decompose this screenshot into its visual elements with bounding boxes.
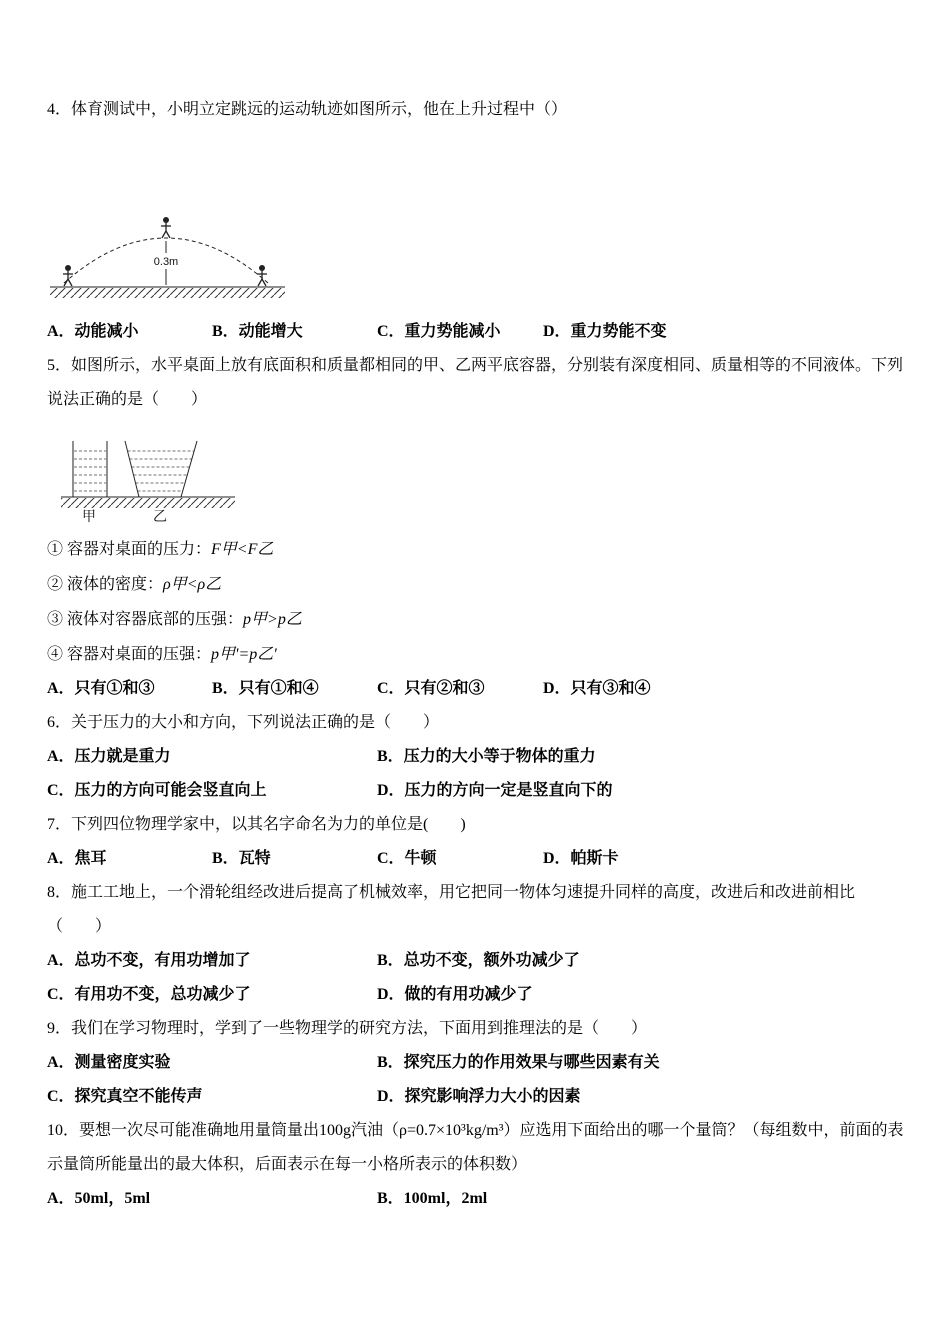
question-9-options-row-1 bbox=[47, 1046, 905, 1080]
q6-option-c: C．压力的方向可能会竖直向上 bbox=[47, 782, 267, 799]
q7-option-d: D．帕斯卡 bbox=[543, 850, 619, 867]
container-yi-label: 乙 bbox=[153, 510, 167, 525]
q7-option-c: C．牛顿 bbox=[377, 850, 437, 867]
question-6-options-row-2 bbox=[47, 774, 905, 808]
statement-text: ① 容器对桌面的压力： bbox=[47, 541, 212, 558]
q9-option-a: A．测量密度实验 bbox=[47, 1054, 171, 1071]
question-6 bbox=[47, 706, 905, 808]
question-4-stem: 4．体育测试中，小明立定跳远的运动轨迹如图所示，他在上升过程中（） bbox=[47, 101, 568, 118]
jump-trajectory-svg bbox=[50, 215, 285, 299]
containers-svg bbox=[55, 433, 255, 525]
q7-option-b: B．瓦特 bbox=[212, 850, 271, 867]
question-5-options bbox=[47, 672, 905, 706]
q10-option-b: B．100ml，2ml bbox=[377, 1190, 488, 1207]
question-9-options-row-2 bbox=[47, 1080, 905, 1114]
q8-option-c: C．有用功不变，总功减少了 bbox=[47, 986, 251, 1003]
statement-text: ③ 液体对容器底部的压强： bbox=[47, 611, 244, 628]
q5-option-b: B．只有①和④ bbox=[212, 680, 319, 697]
question-9-stem: 9．我们在学习物理时，学到了一些物理学的研究方法，下面用到推理法的是（ ） bbox=[47, 1020, 648, 1037]
question-8 bbox=[47, 876, 905, 1012]
question-7-options bbox=[47, 842, 905, 876]
q4-option-c: C．重力势能减小 bbox=[377, 323, 501, 340]
q9-option-c: C．探究真空不能传声 bbox=[47, 1088, 203, 1105]
containers-figure bbox=[55, 433, 905, 525]
statement-formula: F甲<F乙 bbox=[211, 541, 274, 558]
question-10 bbox=[47, 1114, 905, 1216]
q5-option-c: C．只有②和③ bbox=[377, 680, 485, 697]
table-hatching bbox=[61, 498, 235, 508]
q6-option-b: B．压力的大小等于物体的重力 bbox=[377, 748, 596, 765]
statement-formula: p甲'=p乙' bbox=[211, 646, 277, 663]
question-10-stem: 10．要想一次尽可能准确地用量筒量出100g汽油（ρ=0.7×10³kg/m³）应选用下面给出的哪一个量筒？（每组数中，前面的表示量筒所能量出的最大体积，后面表示在每一小格所表示的体积数） bbox=[47, 1122, 904, 1173]
q5-statement-2 bbox=[47, 567, 905, 602]
statement-formula: p甲>p乙 bbox=[243, 611, 302, 628]
q8-option-a: A．总功不变，有用功增加了 bbox=[47, 952, 251, 969]
height-label: 0.3m bbox=[153, 256, 179, 268]
q5-statement-4 bbox=[47, 637, 905, 672]
q4-option-b: B．动能增大 bbox=[212, 323, 303, 340]
jumper-end-icon bbox=[257, 265, 267, 286]
q4-option-d: D．重力势能不变 bbox=[543, 323, 667, 340]
question-6-stem: 6．关于压力的大小和方向，下列说法正确的是（ ） bbox=[47, 714, 440, 731]
q5-statement-3 bbox=[47, 602, 905, 637]
question-10-options bbox=[47, 1182, 905, 1216]
q5-statement-1 bbox=[47, 532, 905, 567]
question-6-options-row-1 bbox=[47, 740, 905, 774]
q6-option-a: A．压力就是重力 bbox=[47, 748, 171, 765]
statement-text: ② 液体的密度： bbox=[47, 576, 164, 593]
question-4 bbox=[47, 93, 905, 349]
question-9 bbox=[47, 1012, 905, 1114]
q10-option-a: A．50ml，5ml bbox=[47, 1190, 151, 1207]
ground-hatching bbox=[50, 288, 285, 298]
jump-trajectory-figure bbox=[50, 215, 905, 299]
q4-option-a: A．动能减小 bbox=[47, 323, 139, 340]
container-yi-right-wall bbox=[181, 441, 197, 497]
question-7 bbox=[47, 808, 905, 876]
statement-text: ④ 容器对桌面的压强： bbox=[47, 646, 212, 663]
q9-option-d: D．探究影响浮力大小的因素 bbox=[377, 1088, 581, 1105]
question-8-options-row-2 bbox=[47, 978, 905, 1012]
q5-option-a: A．只有①和③ bbox=[47, 680, 155, 697]
q6-option-d: D．压力的方向一定是竖直向下的 bbox=[377, 782, 613, 799]
container-jia-label: 甲 bbox=[82, 510, 96, 525]
container-jia-liquid bbox=[74, 451, 106, 491]
question-7-stem: 7．下列四位物理学家中，以其名字命名为力的单位是( ) bbox=[47, 816, 466, 833]
q8-option-d: D．做的有用功减少了 bbox=[377, 986, 533, 1003]
statement-formula: ρ甲<ρ乙 bbox=[163, 576, 222, 593]
question-5-stem: 5．如图所示，水平桌面上放有底面积和质量都相同的甲、乙两平底容器，分别装有深度相同、质量相等的不同液体。下列说法正确的是（ ） bbox=[47, 357, 904, 408]
q9-option-b: B．探究压力的作用效果与哪些因素有关 bbox=[377, 1054, 660, 1071]
question-8-stem: 8．施工工地上，一个滑轮组经改进后提高了机械效率，用它把同一物体匀速提升同样的高度，改进后和改进前相比（ ） bbox=[47, 884, 856, 935]
question-5 bbox=[47, 349, 905, 706]
q8-option-b: B．总功不变，额外功减少了 bbox=[377, 952, 580, 969]
question-8-options-row-1 bbox=[47, 944, 905, 978]
q5-option-d: D．只有③和④ bbox=[543, 680, 651, 697]
q7-option-a: A．焦耳 bbox=[47, 850, 107, 867]
container-yi-left-wall bbox=[125, 441, 139, 497]
jumper-apex-icon bbox=[161, 217, 171, 238]
question-4-options bbox=[47, 315, 905, 349]
